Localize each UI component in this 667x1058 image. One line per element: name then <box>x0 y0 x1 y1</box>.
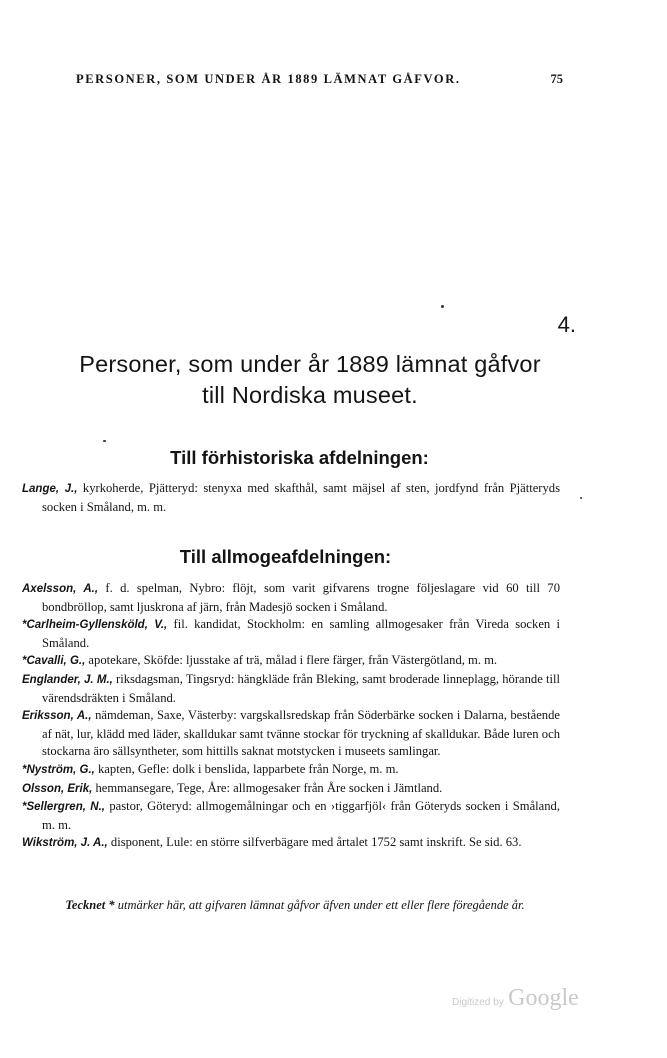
donor-name: Olsson, Erik, <box>22 782 93 795</box>
donor-entry <box>22 834 560 853</box>
paper-speck <box>103 440 106 442</box>
donor-entry <box>22 480 560 516</box>
donor-description: apotekare, Sköfde: ljusstake af trä, målad i flere färger, från Västergötland, m. m. <box>85 653 498 668</box>
prehistoric-heading: Till förhistoriska afdelningen: <box>170 447 429 468</box>
donor-description: disponent, Lule: en större silfverbägare med årtalet 1752 samt inskrift. Se sid. 63. <box>107 835 522 850</box>
donor-entry <box>22 798 560 834</box>
section-title-line-2: till Nordiska museet. <box>202 382 418 408</box>
section-title-line-1: Personer, som under år 1889 lämnat gåfvor <box>79 351 541 377</box>
folk-entries <box>22 580 560 853</box>
folk-heading: Till allmogeafdelningen: <box>179 546 392 567</box>
footnote-lead: Tecknet * <box>65 898 115 912</box>
paper-speck <box>441 305 444 308</box>
section-number: 4. <box>557 312 576 337</box>
donor-description: f. d. spelman, Nybro: flöjt, som varit gifvarens trogne följeslagare vid 60 till 70 bondbröllop, samt ljuskrona af järn, från Madesjö socken i Småland. <box>42 581 560 614</box>
donor-name: Axelsson, A., <box>22 583 99 595</box>
donor-name: *Cavalli, G., <box>22 655 86 668</box>
running-head-title: PERSONER, SOM UNDER ÅR 1889 LÄMNAT GÅFVOR. <box>76 72 461 86</box>
donor-name: Englander, J. M., <box>22 673 113 686</box>
donor-name: *Nyström, G., <box>22 763 95 776</box>
donor-entry <box>22 616 560 652</box>
running-head <box>76 72 563 87</box>
donor-entry <box>22 652 560 671</box>
donor-name: Lange, J., <box>22 483 78 495</box>
paper-speck <box>580 497 582 499</box>
page-number: 75 <box>550 72 563 86</box>
donor-name: *Sellergren, N., <box>22 801 105 814</box>
donor-description: nämdeman, Saxe, Västerby: vargskallsredskap från Söderbärke socken i Dalarna, bestående af nät, lur, klädd med läder, skalldukar samt tvänne stockar för tryckning af skalldukar. Både luren och stockarna äro sällsyntheter, som hittills saknat motstycken i museets samlingar. <box>42 708 560 759</box>
donor-entry <box>22 707 560 761</box>
footnote-text: utmärker här, att gifvaren lämnat gåfvor äfven under ett eller flere föregående år. <box>114 898 525 912</box>
donor-entry <box>22 580 560 616</box>
donor-description: riksdagsman, Tingsryd: hängkläde från Bleking, samt broderade linneplagg, hörande till värendsdräkten i Småland. <box>42 671 560 705</box>
donor-name: Wikström, J. A., <box>22 837 108 850</box>
digitized-watermark <box>452 985 579 1012</box>
section-title <box>18 349 602 411</box>
donor-description: kapten, Gefle: dolk i benslida, lapparbete från Norge, m. m. <box>94 761 399 776</box>
watermark-digitized-by: Digitized by <box>452 997 504 1008</box>
footnote <box>40 896 550 914</box>
donor-description: fil. kandidat, Stockholm: en samling allmogesaker från Vireda socken i Småland. <box>42 617 560 650</box>
donor-entry <box>22 761 560 780</box>
donor-name: *Carlheim-Gyllensköld, V., <box>22 619 168 632</box>
donor-description: kyrkoherde, Pjätteryd: stenyxa med skafthål, samt mäjsel af sten, jordfynd från Pjätteryds socken i Småland, m. m. <box>42 481 560 514</box>
donor-description: pastor, Göteryd: allmogemålningar och en ›tiggarfjöl‹ från Göteryds socken i Småland, m. m. <box>42 799 560 832</box>
donor-entry <box>22 780 560 799</box>
donor-entry <box>22 671 560 707</box>
prehistoric-entries <box>22 480 560 516</box>
donor-description: hemmansegare, Tege, Åre: allmogesaker från Åre socken i Jämtland. <box>92 780 443 795</box>
donor-name: Eriksson, A., <box>22 710 92 723</box>
watermark-brand: Google <box>508 985 579 1011</box>
